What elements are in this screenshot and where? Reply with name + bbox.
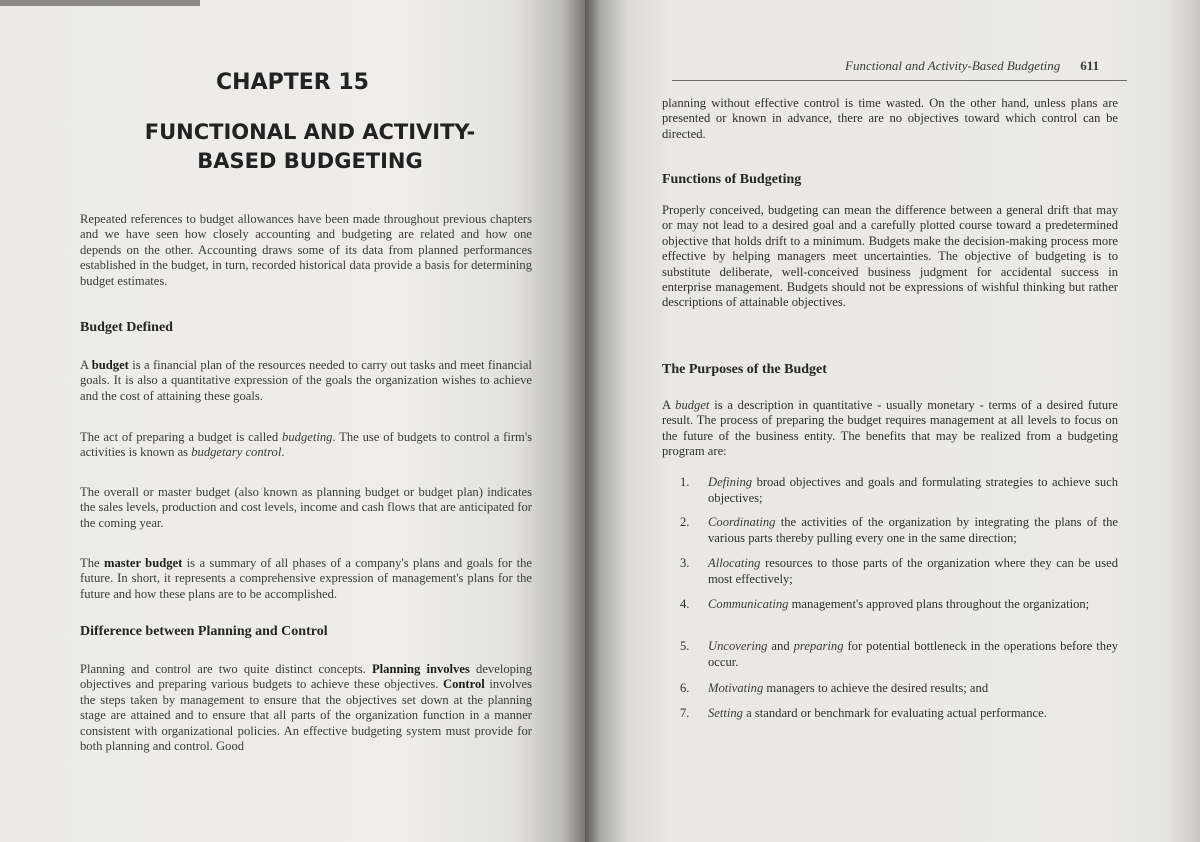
text: The act of preparing a budget is called	[80, 430, 283, 444]
term-budgeting: budgeting	[282, 430, 333, 444]
heading-purposes: The Purposes of the Budget	[662, 362, 827, 377]
paragraph-master-budget	[80, 556, 532, 602]
paragraph-planning-control	[80, 662, 532, 754]
item-rest: a standard or benchmark for evaluating actual performance.	[742, 706, 1047, 720]
running-head	[845, 58, 1125, 74]
heading-budget-defined: Budget Defined	[80, 320, 173, 335]
term-budget: budget	[675, 398, 710, 412]
item-lead2: preparing	[793, 639, 844, 653]
intro-paragraph: Repeated references to budget allowances have been made throughout previous chapters and we have seen how closely accounting and budgeting are related and how one depends on the other. Accounting draws some of its data from planned performances established in the budget, in turn, recorded historical data provide a basis for determining budget estimates.	[80, 212, 532, 288]
text: involves the steps taken by management to ensure that the objectives set down at the planning stage are attained and to ensure that all parts of the organization function in a manner consistent with organizational policies. An effective budgeting system must provide for both planning and control. Good	[80, 677, 532, 754]
item-number: 6.	[680, 681, 690, 695]
paragraph-overall-budget: The overall or master budget (also known as planning budget or budget plan) indicates the sales levels, production and cost levels, income and cash flows that are anticipated for the coming year.	[80, 485, 532, 530]
item-rest: resources to those parts of the organization where they can be used most effectively;	[708, 556, 1118, 586]
header-rule	[672, 80, 1127, 81]
item-text	[708, 638, 1118, 670]
chapter-label: CHAPTER 15	[216, 70, 369, 95]
text: A	[80, 358, 92, 372]
item-text	[708, 514, 1118, 546]
paragraph-purposes-intro	[662, 398, 1118, 460]
paragraph-functions: Properly conceived, budgeting can mean the difference between a general drift that may or may not lead to a desired goal and a carefully plotted course toward a predetermined objective that holds drift to a minimum. Budgets make the decision-making process more effective by helping managers meet uncertainties. The objective of budgeting is to substitute deliberate, well-conceived business judgment for accidental success in enterprise management. Budgets should not be expressions of wishful thinking but rather descriptions of attainable objectives.	[662, 203, 1118, 310]
item-text	[708, 596, 1118, 612]
running-head-title: Functional and Activity-Based Budgeting	[845, 58, 1061, 73]
item-text	[708, 680, 1118, 696]
item-number: 3.	[680, 556, 690, 570]
term-control: Control	[443, 677, 485, 692]
term-planning-involves: Planning involves	[371, 662, 470, 676]
item-number: 5.	[680, 639, 690, 653]
item-lead: Defining	[708, 475, 753, 489]
item-number: 7.	[680, 706, 690, 720]
item-lead: Allocating	[708, 556, 761, 570]
chapter-title: FUNCTIONAL AND ACTIVITY-BASED BUDGETING	[144, 120, 476, 173]
item-text	[708, 474, 1118, 506]
item-text	[708, 555, 1118, 587]
term-budget: budget	[91, 358, 129, 372]
item-number: 4.	[680, 597, 690, 611]
text: developing objectives and preparing various budgets to achieve these objectives.	[80, 662, 532, 692]
item-mid: and	[767, 639, 794, 653]
item-lead: Motivating	[708, 681, 764, 695]
term-master-budget: master budget	[103, 556, 183, 570]
term-budgetary-control: budgetary control	[191, 445, 282, 460]
item-rest: the activities of the organization by integrating the plans of the various parts thereby pulling every one in the same direction;	[708, 515, 1118, 545]
page-number: 611	[1080, 58, 1100, 73]
text: A	[662, 398, 676, 412]
text: Planning and control are two quite distinct concepts.	[80, 662, 372, 676]
text: .	[281, 445, 285, 460]
text: The	[80, 556, 104, 570]
item-rest: broad objectives and goals and formulating strategies to achieve such objectives;	[708, 475, 1118, 505]
item-rest: management's approved plans throughout the organization;	[788, 597, 1090, 611]
heading-functions: Functions of Budgeting	[662, 172, 802, 187]
paragraph-budget-definition	[80, 358, 532, 404]
item-rest: for potential bottleneck in the operations before they occur.	[708, 639, 1118, 669]
text: is a summary of all phases of a company's plans and goals for the future. In short, it represents a comprehensive expression of management's plans for the future and how these plans are to be accomplished.	[80, 556, 532, 601]
paragraph-continuation: planning without effective control is time wasted. On the other hand, unless plans are presented or known in advance, there are no objectives toward which control can be directed.	[662, 96, 1118, 141]
paragraph-budgeting	[80, 430, 532, 461]
item-lead: Setting	[708, 706, 743, 720]
text: . The use of budgets to control a firm's activities is known as	[80, 430, 532, 460]
text: is a description in quantitative - usually monetary - terms of a desired future result. The process of preparing the budget requires management at all levels to focus on the future of the business entity. The benefits that may be realized from a budgeting program are:	[662, 398, 1118, 459]
heading-difference: Difference between Planning and Control	[80, 624, 328, 639]
item-rest: managers to achieve the desired results; and	[763, 681, 989, 695]
item-text	[708, 705, 1118, 721]
left-page	[0, 0, 585, 842]
item-lead: Coordinating	[708, 515, 776, 529]
item-lead: Communicating	[708, 597, 789, 611]
text: is a financial plan of the resources needed to carry out tasks and meet financial goals. It is also a quantitative expression of the goals the organization wishes to achieve and the cost of attaining these goals.	[80, 358, 532, 403]
item-lead: Uncovering	[708, 639, 768, 653]
item-number: 1.	[680, 475, 690, 489]
item-number: 2.	[680, 515, 690, 529]
page-edge-shadow	[0, 0, 200, 6]
